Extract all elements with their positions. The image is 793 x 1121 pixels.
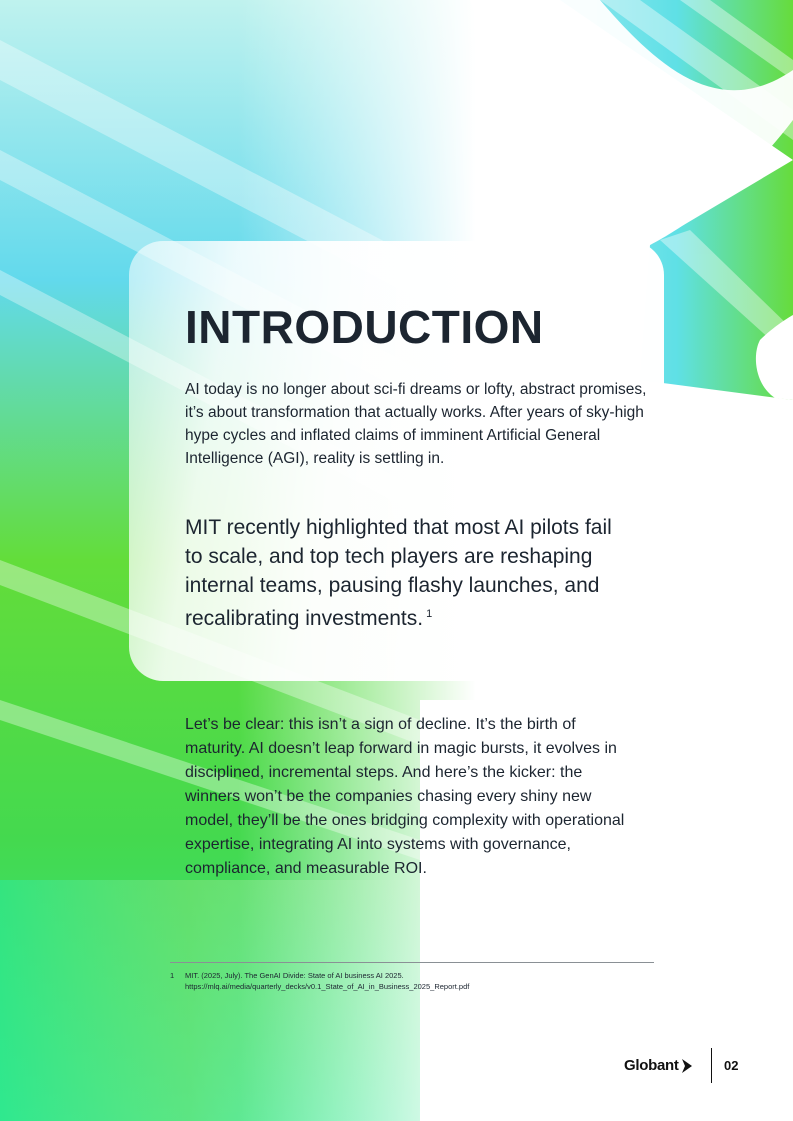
body-paragraph: Let’s be clear: this isn’t a sign of decline. It’s the birth of maturity. AI doesn’t leap forward in magic bursts, it evolves in disciplined, incremental steps. And here’s the kicker: the winners won’t be the companies chasing every shiny new model, they’ll be the ones bridging complexity with operational expertise, integrating AI into systems with governance, compliance, and measurable ROI. xyxy=(185,716,625,877)
highlight-text: MIT recently highlighted that most AI pilots fail to scale, and top tech players are reshaping internal teams, pausing flashy launches, and recalibrating investments. xyxy=(185,516,612,630)
footnote-url[interactable]: https://mlq.ai/media/quarterly_decks/v0.1_State_of_AI_in_Business_2025_Report.pdf xyxy=(185,982,470,991)
footnote-citation: MIT. (2025, July). The GenAI Divide: State of AI business AI 2025. xyxy=(185,971,404,980)
footer-divider xyxy=(711,1048,712,1083)
footnote-divider xyxy=(170,962,654,963)
footnote-number: 1 xyxy=(170,971,175,980)
footnote xyxy=(170,970,670,992)
footnote-reference[interactable]: 1 xyxy=(426,608,433,620)
page-title: INTRODUCTION xyxy=(185,301,544,353)
logo-arrow-icon xyxy=(681,1059,693,1073)
highlight-quote xyxy=(185,513,625,633)
logo-text: Globant xyxy=(624,1057,679,1074)
intro-paragraph: AI today is no longer about sci-fi dreams or lofty, abstract promises, it’s about transformation that actually works. After years of sky-high hype cycles and inflated claims of imminent Artificial General Intelligence (AGI), reality is settling in. xyxy=(185,381,647,467)
globant-logo xyxy=(624,1057,693,1074)
page-number: 02 xyxy=(724,1058,739,1073)
